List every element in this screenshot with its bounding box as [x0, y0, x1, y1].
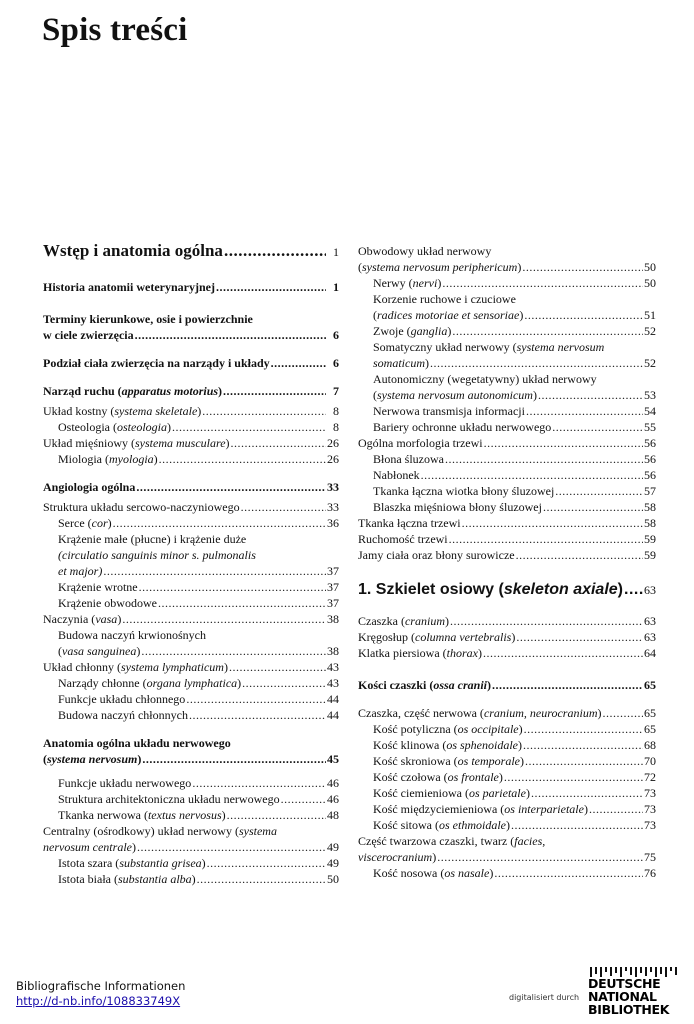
- dnb-logo: [588, 967, 680, 1017]
- toc-entry[interactable]: Bariery ochronne układu nerwowego ..... 55: [358, 419, 656, 435]
- toc-entry[interactable]: Układ chłonny (systema lymphaticum) ..... 43: [43, 659, 339, 675]
- toc-entry[interactable]: Funkcje układu chłonnego ..... 44: [43, 691, 339, 707]
- toc-entry[interactable]: Autonomiczny (wegetatywny) układ nerwowy (systema nervosum autonomicum) ..... 53: [358, 371, 656, 403]
- toc-entry[interactable]: Tkanka łączna wiotka błony śluzowej ..... 57: [358, 483, 656, 499]
- toc-entry[interactable]: Krążenie obwodowe ..... 37: [43, 595, 339, 611]
- toc-entry[interactable]: Historia anatomii weterynaryjnej ..... 1: [43, 279, 339, 295]
- toc-entry[interactable]: Funkcje układu nerwowego ..... 46: [43, 775, 339, 791]
- toc-entry[interactable]: Korzenie ruchowe i czuciowe (radices motoriae et sensoriae) ..... 51: [358, 291, 656, 323]
- toc-entry[interactable]: Krążenie wrotne ..... 37: [43, 579, 339, 595]
- toc-entry[interactable]: Czaszka, część nerwowa (cranium, neurocranium) ..... 65: [358, 705, 656, 721]
- toc-entry[interactable]: Miologia (myologia) ..... 26: [43, 451, 339, 467]
- toc-entry[interactable]: Błona śluzowa ..... 56: [358, 451, 656, 467]
- toc-entry[interactable]: Ogólna morfologia trzewi ..... 56: [358, 435, 656, 451]
- toc-entry[interactable]: Narząd ruchu (apparatus motorius) ..... 7: [43, 383, 339, 399]
- toc-entry[interactable]: Budowa naczyń krwionośnych (vasa sanguinea) ..... 38: [43, 627, 339, 659]
- dnb-logo-text: DEUTSCHE NATIONAL BIBLIOTHEK: [588, 976, 670, 1017]
- toc-entry[interactable]: Osteologia (osteologia) ..... 8: [43, 419, 339, 435]
- toc-entry[interactable]: Czaszka (cranium) ..... 63: [358, 613, 656, 629]
- toc-entry[interactable]: Anatomia ogólna układu nerwowego (systema nervosum) ..... 45: [43, 735, 339, 767]
- toc-entry[interactable]: Układ kostny (systema skeletale) ..... 8: [43, 403, 339, 419]
- toc-entry[interactable]: Struktura układu sercowo-naczyniowego ..... 33: [43, 499, 339, 515]
- toc-left-column: [43, 240, 339, 887]
- toc-entry[interactable]: Tkanka nerwowa (textus nervosus) ..... 48: [43, 807, 339, 823]
- toc-entry[interactable]: Jamy ciała oraz błony surowicze ..... 59: [358, 547, 656, 563]
- toc-entry[interactable]: Somatyczny układ nerwowy (systema nervosum somaticum) ..... 52: [358, 339, 656, 371]
- toc-entry[interactable]: Blaszka mięśniowa błony śluzowej ..... 58: [358, 499, 656, 515]
- toc-entry[interactable]: Kości czaszki (ossa cranii) ..... 65: [358, 677, 656, 693]
- toc-entry[interactable]: Nabłonek ..... 56: [358, 467, 656, 483]
- toc-entry[interactable]: Kość sitowa (os ethmoidale) ..... 73: [358, 817, 656, 833]
- toc-entry[interactable]: Nerwowa transmisja informacji ..... 54: [358, 403, 656, 419]
- toc-entry[interactable]: Część twarzowa czaszki, twarz (facies, viscerocranium) ..... 75: [358, 833, 656, 865]
- bibliographic-info-label: Bibliografische Informationen: [16, 979, 186, 993]
- digitized-by-label: digitalisiert durch: [509, 993, 580, 1002]
- toc-entry[interactable]: Klatka piersiowa (thorax) ..... 64: [358, 645, 656, 661]
- bibliographic-info: [16, 979, 185, 1009]
- toc-entry[interactable]: Kość ciemieniowa (os parietale) ..... 73: [358, 785, 656, 801]
- toc-entry[interactable]: Podział ciała zwierzęcia na narządy i układy ..... 6: [43, 355, 339, 371]
- toc-entry[interactable]: Naczynia (vasa) ..... 38: [43, 611, 339, 627]
- toc-entry[interactable]: Budowa naczyń chłonnych ..... 44: [43, 707, 339, 723]
- toc-entry[interactable]: Terminy kierunkowe, osie i powierzchnie w ciele zwierzęcia ..... 6: [43, 311, 339, 343]
- toc-entry[interactable]: Wstęp i anatomia ogólna ..... 1: [43, 240, 339, 263]
- toc-entry[interactable]: Kość potyliczna (os occipitale) ..... 65: [358, 721, 656, 737]
- toc-chapter-entry[interactable]: 1. Szkielet osiowy (skeleton axiale) ..... 63: [358, 579, 656, 601]
- toc-entry[interactable]: Ruchomość trzewi ..... 59: [358, 531, 656, 547]
- toc-entry[interactable]: Kość klinowa (os sphenoidale) ..... 68: [358, 737, 656, 753]
- toc-entry[interactable]: Istota biała (substantia alba) ..... 50: [43, 871, 339, 887]
- dnb-link[interactable]: http://d-nb.info/108833749X: [16, 994, 181, 1008]
- toc-entry[interactable]: Serce (cor) ..... 36: [43, 515, 339, 531]
- toc-entry[interactable]: Kość międzyciemieniowa (os interparietale) ..... 73: [358, 801, 656, 817]
- toc-entry[interactable]: Nerwy (nervi) ..... 50: [358, 275, 656, 291]
- toc-entry[interactable]: Krążenie małe (płucne) i krążenie duże (circulatio sanguinis minor s. pulmonalis et major) ..... 37: [43, 531, 339, 579]
- toc-entry[interactable]: Kość skroniowa (os temporale) ..... 70: [358, 753, 656, 769]
- toc-entry[interactable]: Istota szara (substantia grisea) ..... 49: [43, 855, 339, 871]
- toc-entry[interactable]: Kość nosowa (os nasale) ..... 76: [358, 865, 656, 881]
- toc-right-column: [358, 243, 656, 881]
- toc-entry[interactable]: Zwoje (ganglia) ..... 52: [358, 323, 656, 339]
- toc-entry[interactable]: Układ mięśniowy (systema musculare) ..... 26: [43, 435, 339, 451]
- page-title: Spis treści: [42, 12, 188, 48]
- toc-entry[interactable]: Obwodowy układ nerwowy (systema nervosum periphericum) ..... 50: [358, 243, 656, 275]
- toc-entry[interactable]: Kość czołowa (os frontale) ..... 72: [358, 769, 656, 785]
- toc-entry[interactable]: Kręgosłup (columna vertebralis) ..... 63: [358, 629, 656, 645]
- toc-entry[interactable]: Tkanka łączna trzewi ..... 58: [358, 515, 656, 531]
- toc-entry[interactable]: Struktura architektoniczna układu nerwowego ..... 46: [43, 791, 339, 807]
- toc-entry[interactable]: Narządy chłonne (organa lymphatica) ..... 43: [43, 675, 339, 691]
- toc-entry[interactable]: Centralny (ośrodkowy) układ nerwowy (systema nervosum centrale) ..... 49: [43, 823, 339, 855]
- toc-entry[interactable]: Angiologia ogólna ..... 33: [43, 479, 339, 495]
